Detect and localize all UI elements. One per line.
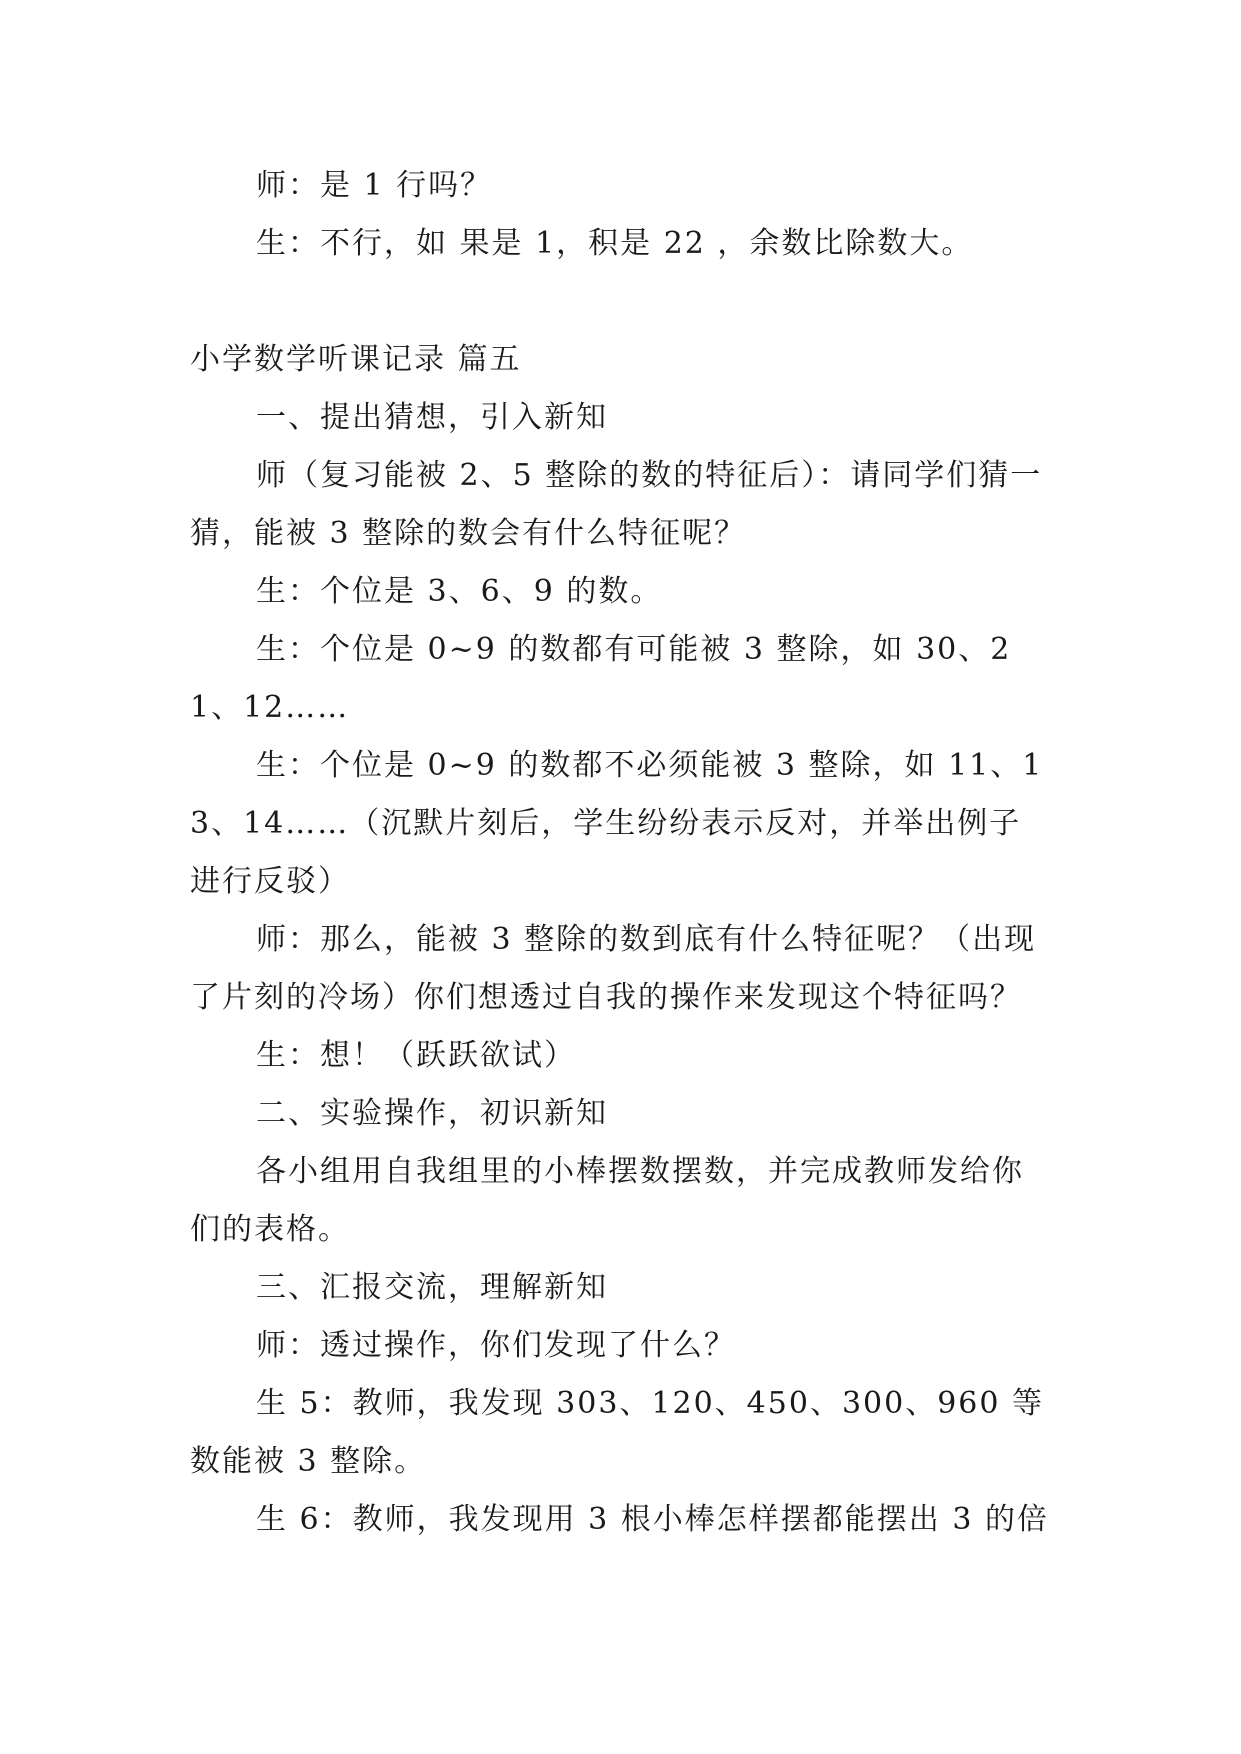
section-title: 小学数学听课记录 篇五: [190, 342, 522, 377]
dialogue-line: 生：个位是 0~9 的数都不必须能被 3 整除，如 11、13、14……（沉默片刻后，学生纷纷表示反对，并举出例子进行反驳）: [190, 748, 1044, 899]
dialogue-line: 师：那么，能被 3 整除的数到底有什么特征呢？（出现了片刻的冷场）你们想透过自我的操作来发现这个特征吗？: [190, 922, 1037, 1015]
dialogue-line: 生：个位是 0~9 的数都有可能被 3 整除，如 30、21、12……: [190, 632, 1012, 725]
dialogue-line: 师：透过操作，你们发现了什么？: [256, 1328, 736, 1363]
dialogue-line: 生：个位是 3、6、9 的数。: [256, 574, 663, 609]
section-heading: 三、汇报交流，理解新知: [256, 1270, 608, 1305]
section-heading: 二、实验操作，初识新知: [256, 1096, 608, 1131]
section-gap: [190, 273, 1050, 331]
dialogue-line: 生 5：教师，我发现 303、120、450、300、960 等数能被 3 整除。: [190, 1386, 1044, 1479]
section-heading: 一、提出猜想，引入新知: [256, 400, 608, 435]
document-body: [190, 157, 1050, 1549]
dialogue-line: 生 6：教师，我发现用 3 根小棒怎样摆都能摆出 3 的倍: [256, 1502, 1049, 1537]
body-paragraph: 各小组用自我组里的小棒摆数摆数，并完成教师发给你们的表格。: [190, 1154, 1024, 1247]
dialogue-line: 生：想！（跃跃欲试）: [256, 1038, 576, 1073]
dialogue-line: 生：不行，如 果是 1，积是 22 ，余数比除数大。: [256, 226, 974, 261]
dialogue-line: 师：是 1 行吗？: [256, 168, 493, 203]
dialogue-line: 师（复习能被 2、5 整除的数的特征后）：请同学们猜一猜，能被 3 整除的数会有什么特征呢？: [190, 458, 1043, 551]
